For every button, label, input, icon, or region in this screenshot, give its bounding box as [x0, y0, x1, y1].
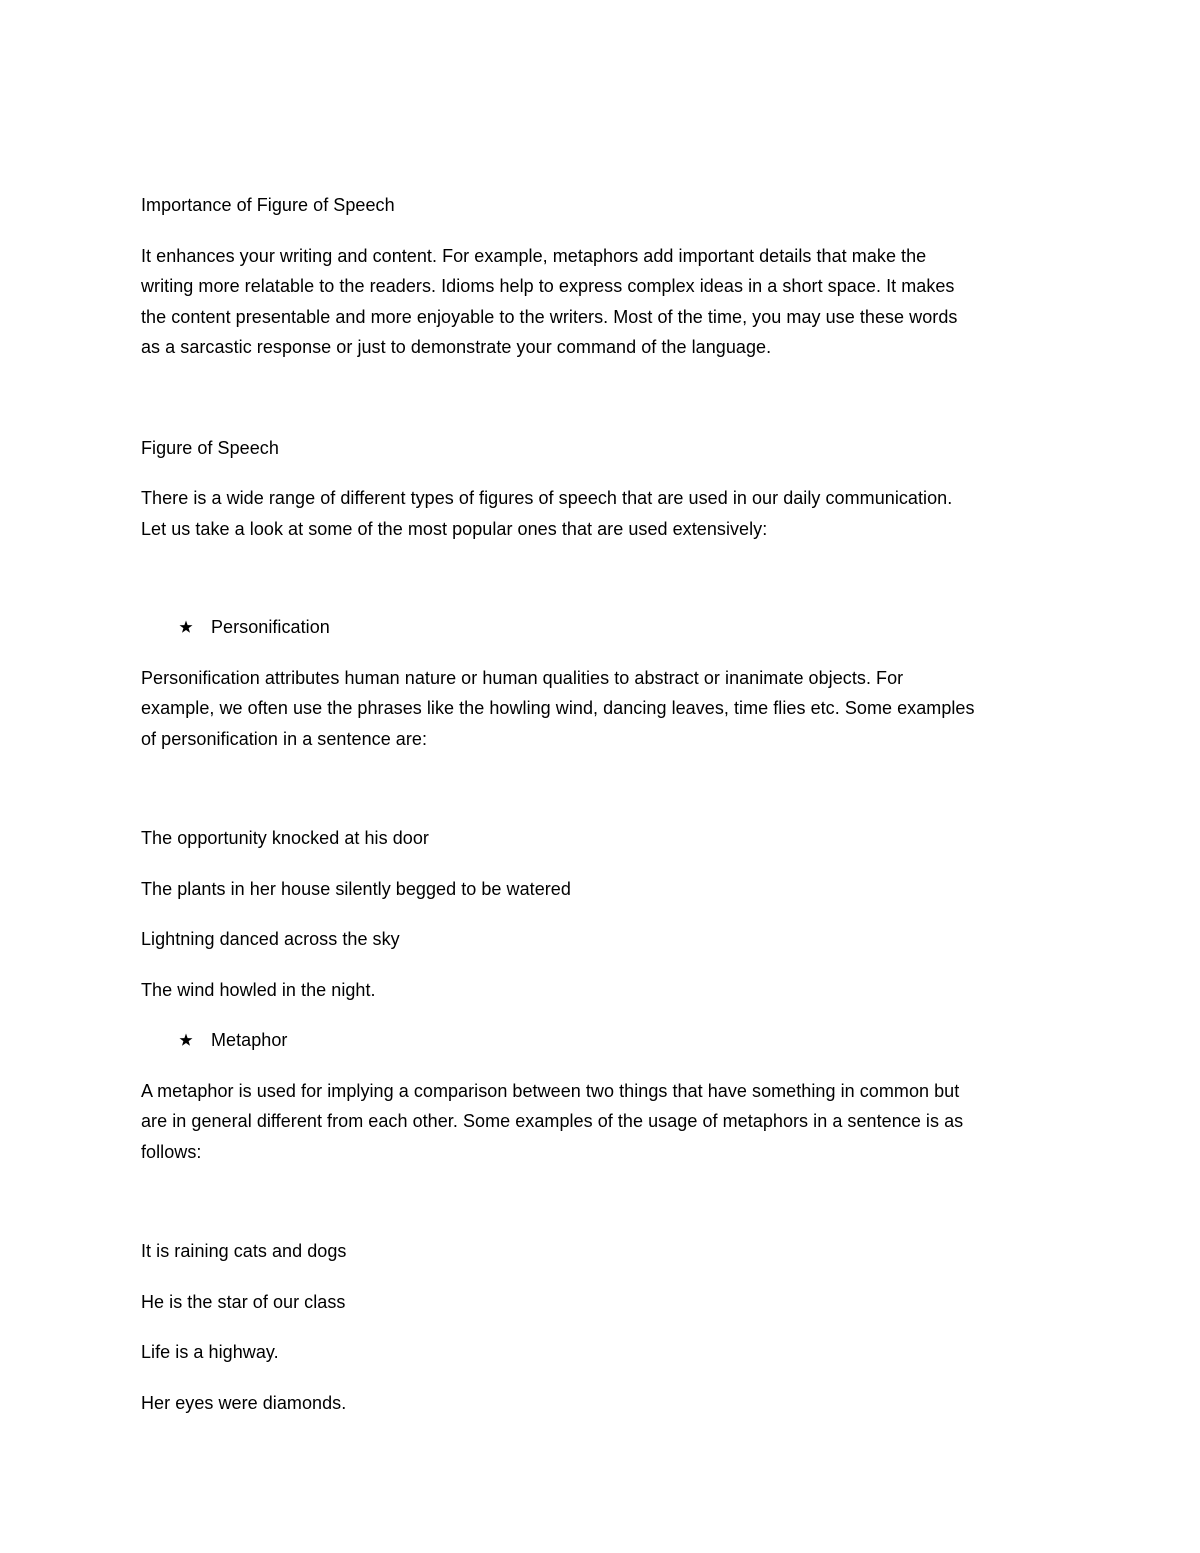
paragraph-line: are in general different from each other. Some examples of the usage of metaphors in a sentence is as	[141, 1111, 964, 1131]
paragraph-line: the content presentable and more enjoyable to the writers. Most of the time, you may use these words	[141, 306, 958, 327]
paragraph-metaphor	[141, 1076, 1061, 1168]
examples-personification	[141, 823, 1061, 1005]
paragraph-line: A metaphor is used for implying a comparison between two things that have something in common but	[141, 1080, 960, 1101]
bullet-label: Metaphor	[211, 1030, 288, 1050]
example-item: Lightning danced across the sky	[141, 929, 400, 949]
paragraph-figure-of-speech	[141, 483, 1061, 544]
bullet-metaphor	[141, 1025, 1061, 1056]
paragraph-line: Let us take a look at some of the most popular ones that are used extensively:	[141, 518, 768, 539]
paragraph-personification	[141, 663, 1061, 755]
example-item: The wind howled in the night.	[141, 979, 376, 1000]
paragraph-line: There is a wide range of different types of figures of speech that are used in our daily communication.	[141, 488, 953, 508]
paragraph-line: of personification in a sentence are:	[141, 728, 428, 749]
example-item: The plants in her house silently begged to be watered	[141, 878, 571, 899]
bullet-personification	[141, 612, 1061, 643]
example-item: Her eyes were diamonds.	[141, 1392, 347, 1413]
example-item: Life is a highway.	[141, 1342, 279, 1362]
paragraph-importance	[141, 241, 1061, 363]
star-icon	[179, 1033, 193, 1047]
bullet-label: Personification	[211, 617, 330, 637]
document-body	[141, 190, 1061, 1418]
paragraph-line: It enhances your writing and content. For example, metaphors add important details that make the	[141, 245, 927, 266]
star-icon	[179, 620, 193, 634]
example-item: The opportunity knocked at his door	[141, 828, 429, 848]
section-heading-importance: Importance of Figure of Speech	[141, 195, 395, 215]
paragraph-line: as a sarcastic response or just to demonstrate your command of the language.	[141, 337, 772, 357]
section-heading-figure-of-speech: Figure of Speech	[141, 437, 279, 458]
paragraph-line: example, we often use the phrases like the howling wind, dancing leaves, time flies etc. Some examples	[141, 698, 975, 718]
example-item: It is raining cats and dogs	[141, 1241, 347, 1261]
example-item: He is the star of our class	[141, 1291, 346, 1312]
paragraph-line: Personification attributes human nature or human qualities to abstract or inanimate objects. For	[141, 667, 904, 688]
paragraph-line: follows:	[141, 1141, 202, 1162]
paragraph-line: writing more relatable to the readers. Idioms help to express complex ideas in a short space. It makes	[141, 276, 955, 296]
examples-metaphor	[141, 1236, 1061, 1418]
